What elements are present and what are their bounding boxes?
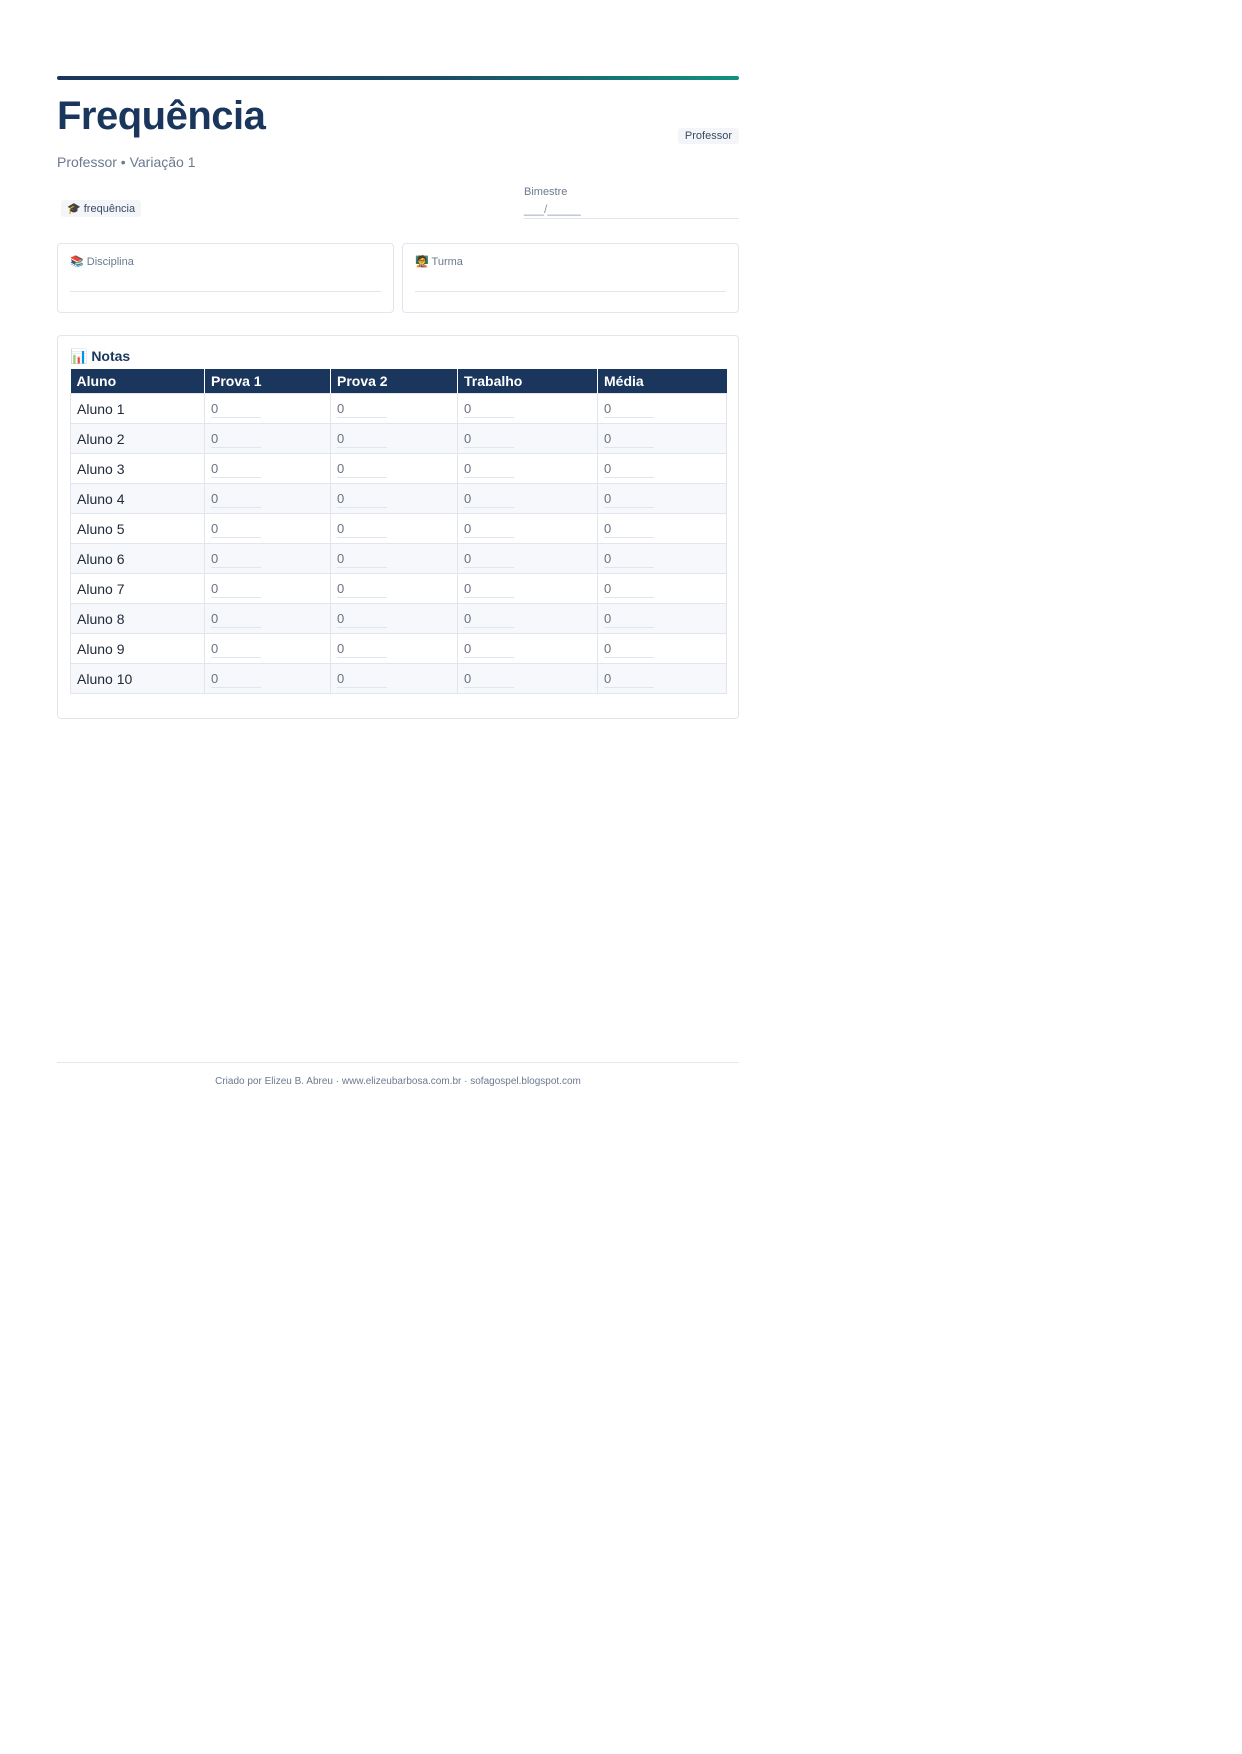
grade-input[interactable]: 0 [337,581,387,598]
grade-input[interactable]: 0 [604,671,654,688]
grade-cell [598,484,727,514]
footer-credit: Criado por Elizeu B. Abreu · www.elizeubarbosa.com.br · sofagospel.blogspot.com [215,1076,581,1087]
table-row [71,424,727,454]
grade-input[interactable]: 0 [604,551,654,568]
grade-cell [598,664,727,694]
grade-cell [205,544,331,574]
grade-input[interactable]: 0 [211,611,261,628]
grade-input[interactable]: 0 [337,611,387,628]
grade-input[interactable]: 0 [604,521,654,538]
grade-cell [205,454,331,484]
column-header: Prova 1 [205,369,331,394]
notas-title: 📊 Notas [70,348,131,364]
category-tag: 🎓 frequência [61,200,141,217]
grade-input[interactable]: 0 [604,401,654,418]
grade-input[interactable]: 0 [211,461,261,478]
notas-table [70,369,727,694]
grade-input[interactable]: 0 [337,491,387,508]
column-header: Prova 2 [331,369,458,394]
grade-cell [331,604,458,634]
bimestre-value[interactable]: ___/_____ [524,202,739,219]
table-row [71,544,727,574]
grade-cell [458,664,598,694]
grade-cell [205,394,331,424]
grade-input[interactable]: 0 [337,521,387,538]
table-row [71,574,727,604]
student-name-cell: Aluno 2 [71,424,205,454]
grade-input[interactable]: 0 [211,551,261,568]
grade-input[interactable]: 0 [604,641,654,658]
grade-cell [598,424,727,454]
student-name-cell: Aluno 7 [71,574,205,604]
table-header-row [71,369,727,394]
grade-cell [205,574,331,604]
grade-cell [458,394,598,424]
info-cards [57,243,739,315]
table-row [71,484,727,514]
column-header: Média [598,369,727,394]
column-header: Trabalho [458,369,598,394]
student-name-cell: Aluno 4 [71,484,205,514]
grade-cell [598,544,727,574]
student-name-cell: Aluno 9 [71,634,205,664]
grade-cell [598,634,727,664]
footer-divider [57,1062,739,1063]
student-name-cell: Aluno 1 [71,394,205,424]
grade-input[interactable]: 0 [211,491,261,508]
grade-input[interactable]: 0 [464,431,514,448]
grade-input[interactable]: 0 [464,641,514,658]
grade-cell [331,634,458,664]
student-name-cell: Aluno 3 [71,454,205,484]
student-name-cell: Aluno 10 [71,664,205,694]
table-row [71,514,727,544]
grade-input[interactable]: 0 [211,581,261,598]
grade-cell [205,604,331,634]
turma-card [402,243,739,313]
student-name-cell: Aluno 5 [71,514,205,544]
grade-cell [458,454,598,484]
grade-input[interactable]: 0 [211,671,261,688]
turma-input-line[interactable] [415,291,726,292]
grade-cell [331,514,458,544]
student-name-cell: Aluno 8 [71,604,205,634]
grade-input[interactable]: 0 [211,431,261,448]
grade-input[interactable]: 0 [464,491,514,508]
disciplina-input-line[interactable] [70,291,381,292]
top-gradient-rule [57,76,739,80]
grade-cell [331,574,458,604]
grade-input[interactable]: 0 [337,431,387,448]
grade-cell [458,544,598,574]
grade-cell [205,484,331,514]
grade-cell [598,454,727,484]
grade-cell [458,484,598,514]
grade-input[interactable]: 0 [464,611,514,628]
grade-cell [205,634,331,664]
table-row [71,394,727,424]
grade-input[interactable]: 0 [604,431,654,448]
grade-input[interactable]: 0 [464,581,514,598]
page-subtitle: Professor • Variação 1 [57,154,196,170]
grade-cell [598,604,727,634]
grade-input[interactable]: 0 [604,611,654,628]
grade-input[interactable]: 0 [211,521,261,538]
student-name-cell: Aluno 6 [71,544,205,574]
notas-section [57,335,739,719]
grade-input[interactable]: 0 [464,461,514,478]
grade-input[interactable]: 0 [464,671,514,688]
grade-cell [458,574,598,604]
table-row [71,604,727,634]
grade-input[interactable]: 0 [337,671,387,688]
grade-cell [205,424,331,454]
grade-input[interactable]: 0 [604,581,654,598]
role-badge: Professor [678,128,739,144]
column-header: Aluno [71,369,205,394]
grade-cell [458,604,598,634]
table-row [71,634,727,664]
bimestre-label: Bimestre [524,186,568,198]
grade-cell [458,514,598,544]
grade-input[interactable]: 0 [337,461,387,478]
grade-cell [205,514,331,544]
disciplina-label: 📚 Disciplina [70,256,134,268]
document-page [57,76,739,1087]
table-row [71,454,727,484]
grade-input[interactable]: 0 [464,551,514,568]
table-row [71,664,727,694]
grade-input[interactable]: 0 [211,401,261,418]
grade-cell [458,634,598,664]
grade-input[interactable]: 0 [464,401,514,418]
grade-cell [458,424,598,454]
grade-input[interactable]: 0 [337,401,387,418]
grade-cell [598,574,727,604]
turma-label: 🧑‍🏫 Turma [415,256,463,268]
grade-input[interactable]: 0 [464,521,514,538]
bimestre-field[interactable] [524,186,739,219]
grade-cell [598,394,727,424]
grade-input[interactable]: 0 [337,641,387,658]
grade-cell [598,514,727,544]
grade-input[interactable]: 0 [604,491,654,508]
page-title: Frequência [57,94,266,138]
grade-cell [205,664,331,694]
grade-input[interactable]: 0 [211,641,261,658]
grade-cell [331,484,458,514]
grade-cell [331,424,458,454]
disciplina-card [57,243,394,313]
grade-cell [331,664,458,694]
grade-cell [331,454,458,484]
grade-cell [331,394,458,424]
grade-input[interactable]: 0 [604,461,654,478]
grade-cell [331,544,458,574]
grade-input[interactable]: 0 [337,551,387,568]
